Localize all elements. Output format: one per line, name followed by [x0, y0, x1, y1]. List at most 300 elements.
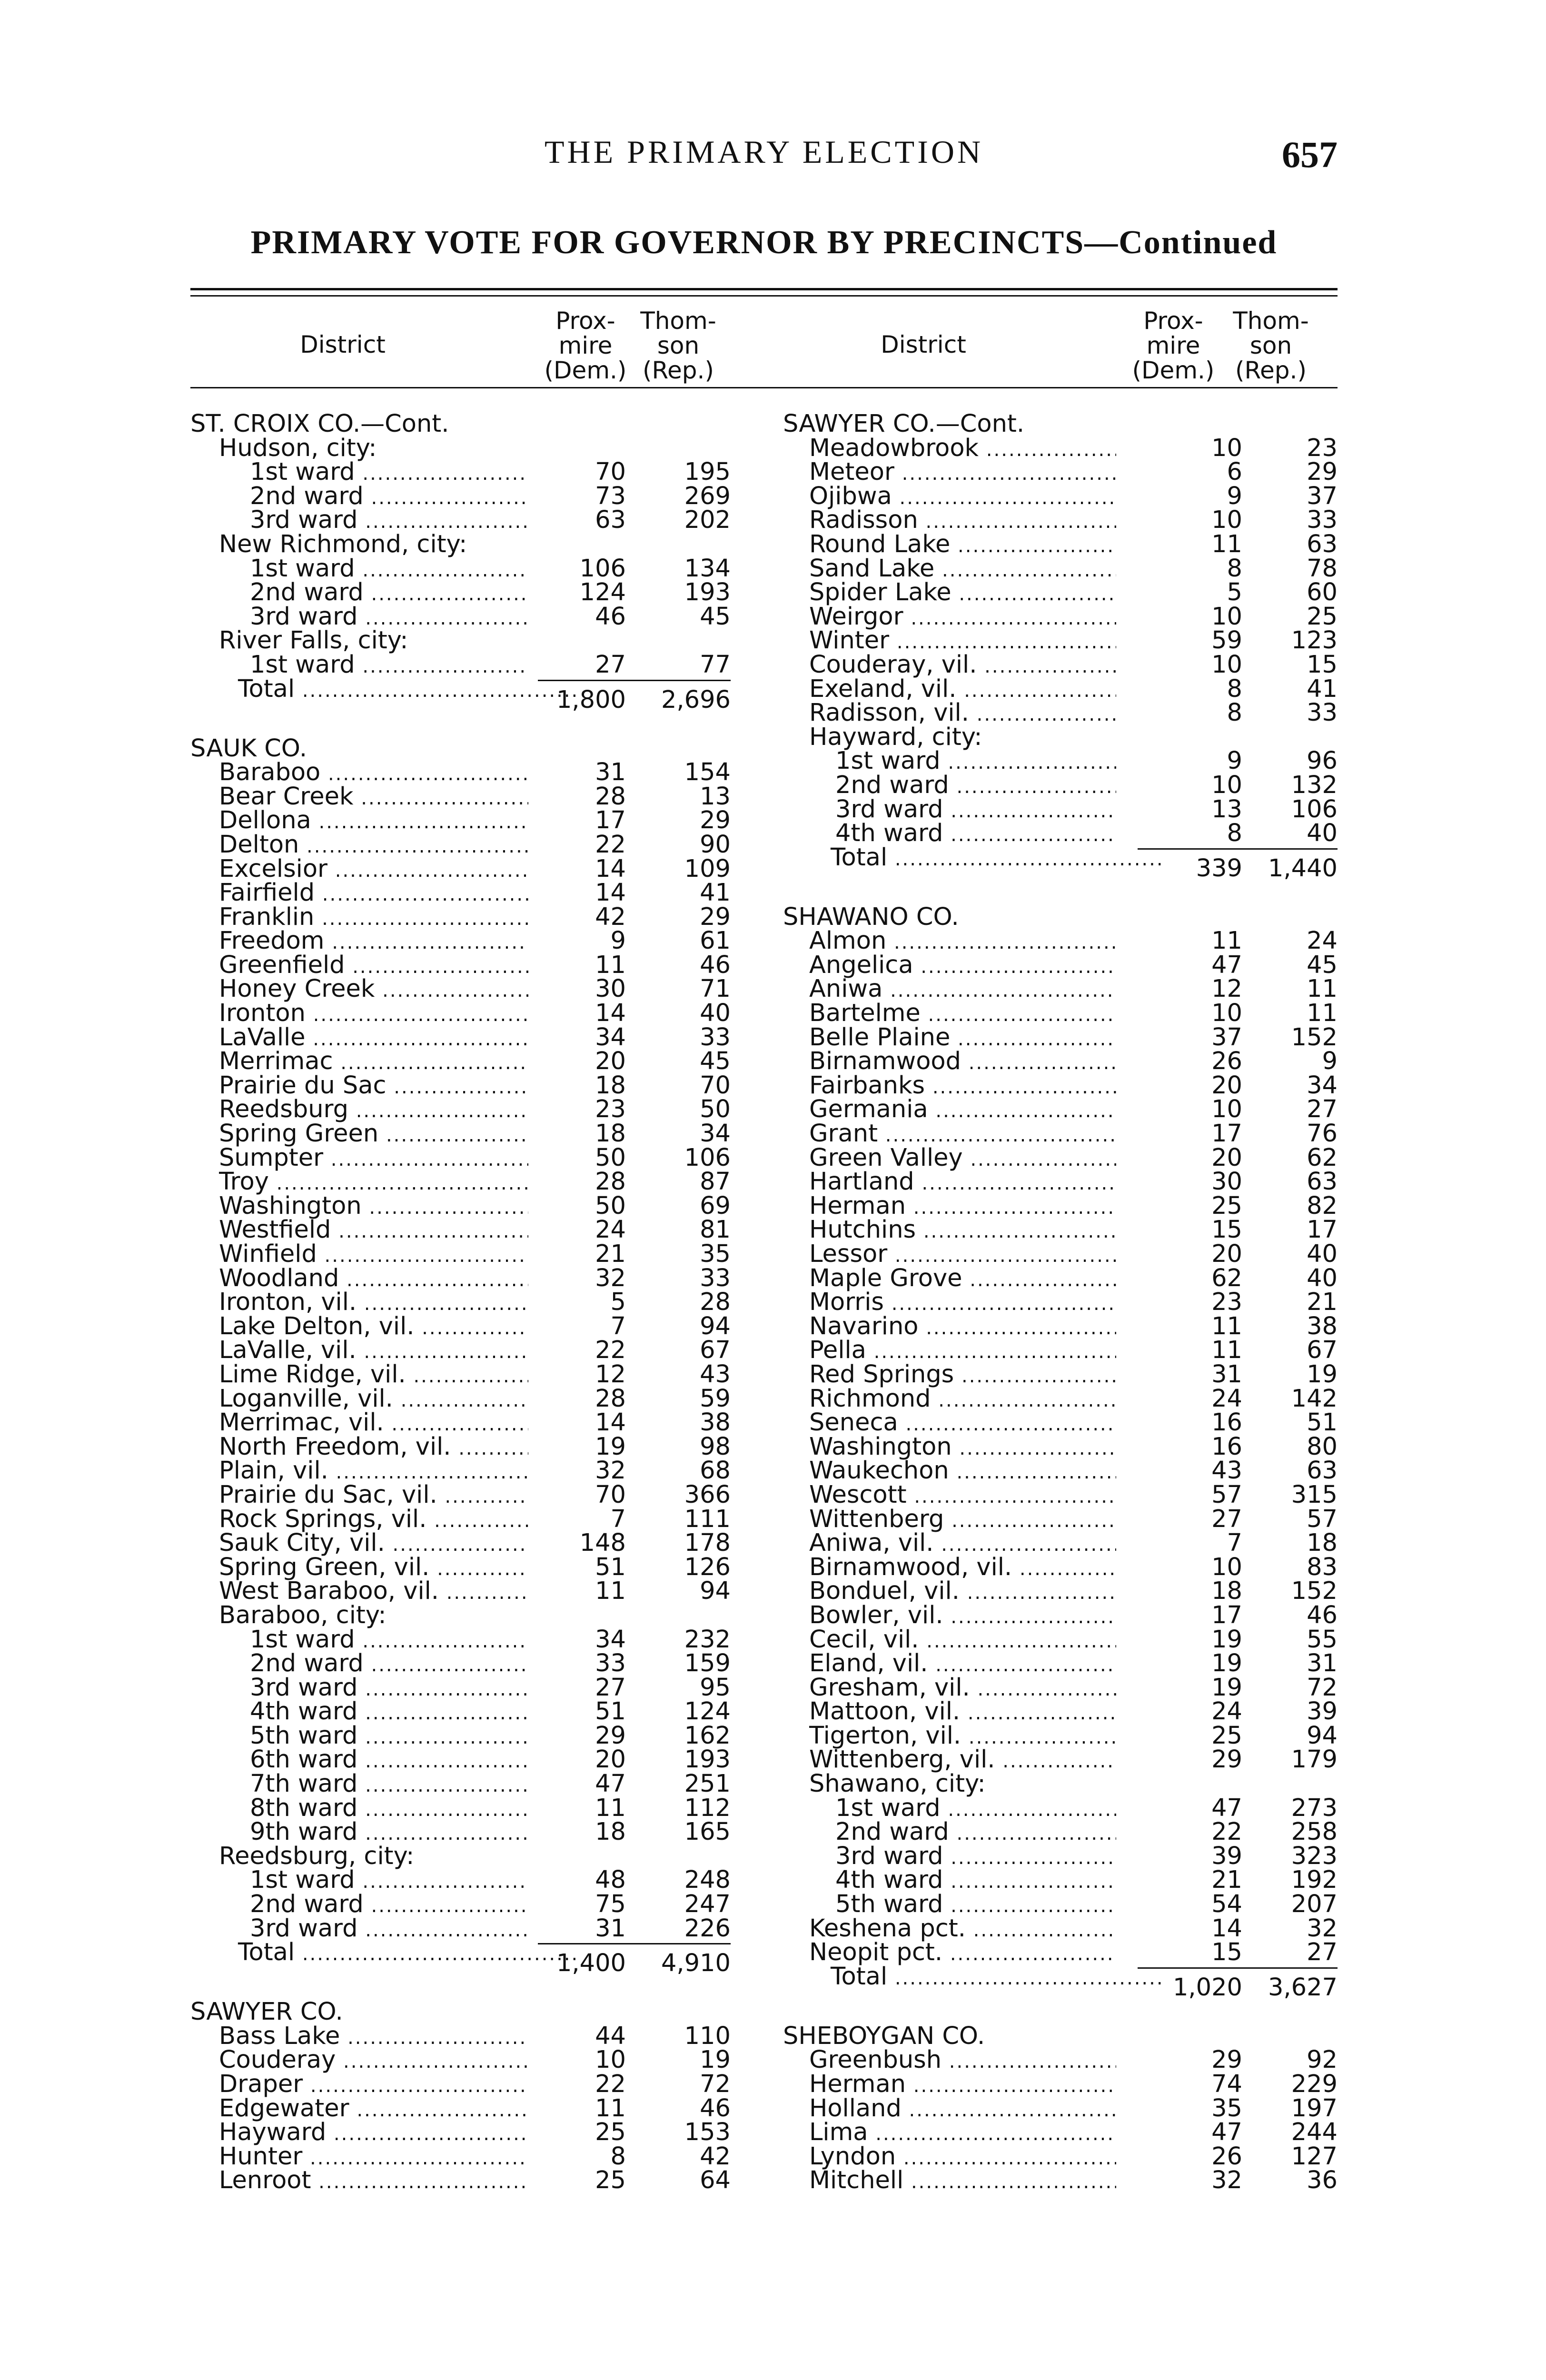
district-name: Sumpter .....: [219, 1146, 528, 1172]
proxmire-votes: 31: [595, 1914, 626, 1943]
thomson-votes: 98: [700, 1432, 731, 1461]
proxmire-votes: 7: [610, 1312, 626, 1340]
district-name: 5th ward .....: [835, 1893, 1116, 1918]
district-name: Fairbanks .....: [809, 1074, 1116, 1100]
proxmire-header-line: mire: [558, 332, 613, 359]
thomson-votes: 29: [700, 902, 731, 931]
proxmire-votes: 24: [1211, 1697, 1242, 1726]
table-row: [190, 1553, 764, 1581]
proxmire-votes: 29: [1211, 2046, 1242, 2074]
thomson-votes: 33: [700, 1264, 731, 1292]
proxmire-votes: 46: [595, 602, 626, 631]
proxmire-votes: 7: [1227, 1529, 1242, 1557]
table-row: [190, 1890, 764, 1919]
thomson-votes: 67: [700, 1336, 731, 1365]
table-row: [783, 819, 1338, 848]
proxmire-votes: 106: [579, 554, 626, 583]
proxmire-votes: 11: [595, 951, 626, 979]
proxmire-votes: 10: [1211, 1095, 1242, 1124]
district-name: Draper .....: [219, 2073, 528, 2098]
thomson-votes: 76: [1307, 1120, 1338, 1148]
thomson-votes: 162: [684, 1721, 731, 1750]
table-row: [190, 482, 764, 510]
thomson-votes: 193: [684, 578, 731, 607]
district-name: 2nd ward .....: [250, 1893, 528, 1918]
district-name: 5th ward .....: [250, 1724, 528, 1750]
proxmire-votes: 10: [1211, 434, 1242, 462]
table-row: [783, 1047, 1338, 1076]
district-name: Bonduel, vil. .....: [809, 1579, 1116, 1605]
district-name: SAUK CO.: [190, 736, 307, 763]
proxmire-votes: 12: [1211, 975, 1242, 1003]
district-name: Total .....: [190, 1941, 576, 1966]
thomson-votes: 315: [1291, 1480, 1338, 1509]
proxmire-votes: 31: [1211, 1360, 1242, 1388]
proxmire-votes: 48: [595, 1866, 626, 1894]
table-row: [783, 2048, 1338, 2073]
thomson-votes: 18: [1307, 1529, 1338, 1557]
thomson-votes: 45: [1307, 951, 1338, 979]
proxmire-votes: 9: [1227, 482, 1242, 510]
thomson-votes: 21: [1307, 1288, 1338, 1317]
table-row: [190, 2166, 764, 2195]
running-title: THE PRIMARY ELECTION: [544, 134, 984, 170]
district-name: West Baraboo, vil. .....: [219, 1579, 528, 1605]
proxmire-votes: 23: [595, 1095, 626, 1124]
table-row: [190, 1290, 764, 1315]
thomson-votes: 50: [700, 1095, 731, 1124]
thomson-votes: 40: [1307, 1264, 1338, 1292]
thomson-votes: 41: [1307, 674, 1338, 703]
table-row: [190, 1408, 764, 1437]
district-name: Lima .....: [809, 2121, 1116, 2146]
proxmire-votes: 18: [595, 1120, 626, 1148]
proxmire-votes: 19: [1211, 1649, 1242, 1678]
proxmire-votes: 32: [1211, 2166, 1242, 2195]
table-row: [190, 1673, 764, 1702]
thomson-votes: 247: [684, 1890, 731, 1919]
district-name: 3rd ward .....: [250, 1676, 528, 1702]
proxmire-votes: 51: [595, 1697, 626, 1726]
thomson-votes: 29: [700, 806, 731, 835]
proxmire-votes: 10: [1211, 506, 1242, 535]
district-name: Franklin .....: [219, 905, 528, 931]
proxmire-votes: 27: [595, 650, 626, 679]
district-name: Edgewater .....: [219, 2097, 528, 2122]
thomson-votes: 38: [1307, 1312, 1338, 1340]
district-name: Winter .....: [809, 629, 1116, 654]
district-name: Neopit pct. .....: [809, 1941, 1116, 1966]
thomson-votes: 72: [1307, 1673, 1338, 1702]
table-row: [190, 929, 764, 953]
thomson-votes: 2,696: [661, 685, 731, 714]
proxmire-votes: 14: [595, 879, 626, 907]
table-row: [190, 1218, 764, 1242]
district-name: Herman .....: [809, 1194, 1116, 1220]
table-row: [783, 1384, 1338, 1413]
district-name: 1st ward .....: [250, 1868, 528, 1894]
district-name: Weirgor .....: [809, 605, 1116, 631]
district-name: Radisson, vil. .....: [809, 701, 1116, 727]
district-name: Exeland, vil. .....: [809, 677, 1116, 703]
proxmire-votes: 34: [595, 1023, 626, 1051]
proxmire-votes: 11: [595, 1794, 626, 1822]
table-row: [190, 1095, 764, 1124]
district-name: 9th ward .....: [250, 1820, 528, 1846]
proxmire-votes: 25: [595, 2118, 626, 2147]
district-name: Seneca .....: [809, 1411, 1116, 1437]
thomson-votes: 323: [1291, 1842, 1338, 1870]
district-name: Lyndon .....: [809, 2145, 1116, 2171]
table-row: [190, 1023, 764, 1051]
thomson-votes: 248: [684, 1866, 731, 1894]
proxmire-votes: 17: [1211, 1120, 1242, 1148]
table-row: [783, 999, 1338, 1028]
district-name: Baraboo .....: [219, 761, 528, 786]
header-rule: [190, 387, 1338, 388]
thomson-votes: 109: [684, 854, 731, 883]
proxmire-votes: 148: [579, 1529, 626, 1557]
proxmire-votes: 9: [1227, 747, 1242, 775]
proxmire-votes: 44: [595, 2022, 626, 2050]
proxmire-votes: 11: [595, 1577, 626, 1606]
thomson-votes: 159: [684, 1649, 731, 1678]
thomson-votes: 132: [1291, 771, 1338, 799]
proxmire-votes: 339: [1196, 854, 1242, 883]
district-name: Angelica .....: [809, 953, 1116, 979]
district-name: Freedom .....: [219, 929, 528, 955]
district-name: 4th ward .....: [250, 1700, 528, 1726]
table-row: [190, 2094, 764, 2122]
table-row: [783, 1649, 1338, 1678]
proxmire-votes: 18: [595, 1818, 626, 1846]
thomson-votes: 195: [684, 458, 731, 486]
proxmire-votes: 43: [1211, 1457, 1242, 1485]
table-row: [783, 1507, 1338, 1532]
thomson-votes: 193: [684, 1745, 731, 1774]
district-name: 3rd ward .....: [250, 605, 528, 631]
district-name: North Freedom, vil. .....: [219, 1435, 528, 1461]
proxmire-votes: 37: [1211, 1023, 1242, 1051]
thomson-votes: 27: [1307, 1938, 1338, 1967]
thomson-votes: 72: [700, 2070, 731, 2098]
thomson-votes: 80: [1307, 1432, 1338, 1461]
thomson-votes: 25: [1307, 602, 1338, 631]
table-row: [190, 602, 764, 631]
thomson-votes: 106: [684, 1143, 731, 1172]
district-name: Bass Lake .....: [219, 2024, 528, 2050]
thomson-votes: 17: [1307, 1216, 1338, 1244]
district-name: Lessor .....: [809, 1242, 1116, 1268]
proxmire-votes: 50: [595, 1143, 626, 1172]
thomson-header-line: Thom-: [640, 307, 716, 335]
district-name: Ironton .....: [219, 1002, 528, 1027]
thomson-votes: 68: [700, 1457, 731, 1485]
district-name: 3rd ward .....: [835, 798, 1116, 823]
proxmire-votes: 47: [1211, 1794, 1242, 1822]
table-row: [783, 1721, 1338, 1750]
thomson-votes: 94: [700, 1312, 731, 1340]
table-row: [783, 1336, 1338, 1365]
district-name: Prairie du Sac .....: [219, 1074, 528, 1100]
thomson-votes: 70: [700, 1071, 731, 1100]
table-row: [190, 1868, 764, 1893]
city-subheading: [783, 725, 1338, 750]
thomson-votes: 46: [700, 2094, 731, 2122]
district-name: Sand Lake .....: [809, 557, 1116, 583]
table-row: [190, 2118, 764, 2147]
district-name: Reedsburg .....: [219, 1098, 528, 1123]
table-row: [783, 1122, 1338, 1146]
district-name: SHAWANO CO.: [783, 905, 959, 931]
table-row: [783, 1820, 1338, 1844]
district-name: 2nd ward .....: [835, 1820, 1116, 1846]
thomson-votes: 62: [1307, 1143, 1338, 1172]
table-row: [783, 749, 1338, 774]
district-name: Meteor .....: [809, 460, 1116, 486]
table-row: [190, 1360, 764, 1388]
city-subheading: [190, 1604, 764, 1628]
proxmire-votes: 28: [595, 782, 626, 811]
thomson-votes: 366: [684, 1480, 731, 1509]
table-row: [783, 1480, 1338, 1509]
thomson-votes: 207: [1291, 1890, 1338, 1919]
column-header-proxmire-right: [1130, 308, 1216, 383]
thomson-votes: 112: [684, 1794, 731, 1822]
district-name: Washington .....: [219, 1194, 528, 1220]
thomson-header-line: (Rep.): [1235, 357, 1307, 384]
proxmire-votes: 29: [595, 1721, 626, 1750]
table-row: [783, 2118, 1338, 2147]
table-row: [783, 1890, 1338, 1919]
district-name: Greenfield .....: [219, 953, 528, 979]
proxmire-votes: 20: [595, 1047, 626, 1076]
table-row: [190, 1625, 764, 1654]
proxmire-votes: 17: [1211, 1601, 1242, 1629]
table-row: [783, 1553, 1338, 1581]
table-row: [783, 578, 1338, 607]
table-row: [783, 1170, 1338, 1194]
table-row: [190, 508, 764, 533]
district-name: 8th ward .....: [250, 1796, 528, 1822]
proxmire-votes: 9: [610, 927, 626, 955]
district-name: 3rd ward .....: [250, 508, 528, 534]
district-name: Hartland .....: [809, 1170, 1116, 1196]
district-name: 3rd ward .....: [250, 1917, 528, 1943]
table-row: [190, 1745, 764, 1774]
thomson-votes: 63: [1307, 1457, 1338, 1485]
table-row: [190, 1796, 764, 1821]
proxmire-votes: 24: [595, 1216, 626, 1244]
table-row: [783, 1071, 1338, 1100]
district-name: Westfield .....: [219, 1218, 528, 1244]
county-heading: [783, 2024, 1338, 2049]
proxmire-header-line: Prox-: [1143, 307, 1203, 335]
proxmire-votes: 10: [1211, 771, 1242, 799]
district-name: Lime Ridge, vil. .....: [219, 1363, 528, 1388]
district-name: Holland .....: [809, 2097, 1116, 2122]
district-name: Ojibwa .....: [809, 485, 1116, 510]
district-name: Shawano, city:: [809, 1772, 986, 1798]
table-row: [190, 1384, 764, 1413]
district-name: SAWYER CO.—Cont.: [783, 412, 1025, 438]
proxmire-votes: 51: [595, 1553, 626, 1581]
thomson-votes: 19: [1307, 1360, 1338, 1388]
proxmire-votes: 13: [1211, 795, 1242, 823]
thomson-votes: 19: [700, 2046, 731, 2074]
left-column-panel: [190, 412, 764, 2193]
proxmire-votes: 14: [595, 854, 626, 883]
thomson-votes: 28: [700, 1288, 731, 1317]
table-row: [190, 1531, 764, 1556]
thomson-votes: 123: [1291, 626, 1338, 655]
proxmire-votes: 18: [595, 1071, 626, 1100]
proxmire-votes: 25: [1211, 1191, 1242, 1220]
district-name: Troy .....: [219, 1170, 528, 1196]
thomson-votes: 36: [1307, 2166, 1338, 2195]
total-row: [190, 677, 764, 714]
table-row: [783, 1143, 1338, 1172]
right-column-panel: [783, 412, 1338, 2193]
district-name: Total .....: [783, 1965, 1164, 1991]
table-row: [783, 554, 1338, 583]
proxmire-votes: 63: [595, 506, 626, 535]
table-row: [783, 674, 1338, 703]
thomson-votes: 124: [684, 1697, 731, 1726]
district-name: 2nd ward .....: [250, 485, 528, 510]
district-name: Grant .....: [809, 1122, 1116, 1148]
thomson-votes: 152: [1291, 1577, 1338, 1606]
total-rule: [538, 680, 731, 681]
proxmire-votes: 39: [1211, 1842, 1242, 1870]
thomson-votes: 46: [700, 951, 731, 979]
thomson-votes: 94: [1307, 1721, 1338, 1750]
table-row: [190, 2142, 764, 2171]
district-name: Green Valley .....: [809, 1146, 1116, 1172]
proxmire-votes: 5: [610, 1288, 626, 1317]
proxmire-votes: 42: [595, 902, 626, 931]
district-name: Excelsior .....: [219, 857, 528, 883]
district-name: Lenroot .....: [219, 2169, 528, 2194]
thomson-votes: 51: [1307, 1408, 1338, 1437]
thomson-votes: 34: [1307, 1071, 1338, 1100]
district-name: Lake Delton, vil. .....: [219, 1315, 528, 1340]
district-name: Dellona .....: [219, 809, 528, 834]
city-subheading: [190, 436, 764, 461]
district-name: 1st ward .....: [835, 749, 1116, 775]
table-row: [190, 758, 764, 787]
thomson-votes: 110: [684, 2022, 731, 2050]
table-row: [783, 1745, 1338, 1774]
proxmire-votes: 15: [1211, 1938, 1242, 1967]
thomson-votes: 46: [1307, 1601, 1338, 1629]
table-row: [783, 1938, 1338, 1967]
proxmire-votes: 33: [595, 1649, 626, 1678]
proxmire-votes: 50: [595, 1191, 626, 1220]
table-row: [783, 1844, 1338, 1869]
district-name: Aniwa, vil. .....: [809, 1531, 1116, 1557]
proxmire-votes: 10: [1211, 650, 1242, 679]
table-row: [190, 953, 764, 978]
proxmire-votes: 28: [595, 1168, 626, 1196]
proxmire-votes: 7: [610, 1505, 626, 1533]
proxmire-votes: 14: [595, 1408, 626, 1437]
table-row: [783, 2166, 1338, 2195]
proxmire-votes: 19: [1211, 1625, 1242, 1654]
proxmire-votes: 23: [1211, 1288, 1242, 1317]
table-row: [190, 1432, 764, 1461]
thomson-votes: 40: [1307, 819, 1338, 848]
table-row: [783, 530, 1338, 558]
proxmire-votes: 19: [1211, 1673, 1242, 1702]
table-row: [783, 953, 1338, 978]
table-row: [783, 1095, 1338, 1124]
proxmire-votes: 20: [595, 1745, 626, 1774]
thomson-votes: 77: [700, 650, 731, 679]
district-name: Fairfield .....: [219, 881, 528, 907]
thomson-votes: 81: [700, 1216, 731, 1244]
district-name: LaValle, vil. .....: [219, 1339, 528, 1364]
column-header-thomson-left: [635, 308, 721, 383]
proxmire-votes: 14: [595, 999, 626, 1028]
district-name: Pella .....: [809, 1339, 1116, 1364]
district-name: 7th ward .....: [250, 1772, 528, 1798]
thomson-votes: 33: [700, 1023, 731, 1051]
district-name: Waukechon .....: [809, 1459, 1116, 1485]
district-name: Couderay .....: [219, 2048, 528, 2074]
proxmire-votes: 20: [1211, 1143, 1242, 1172]
table-row: [190, 578, 764, 607]
thomson-votes: 40: [1307, 1240, 1338, 1268]
district-name: Tigerton, vil. .....: [809, 1724, 1116, 1750]
thomson-votes: 11: [1307, 999, 1338, 1028]
total-rule: [1138, 848, 1338, 850]
thomson-votes: 152: [1291, 1023, 1338, 1051]
table-row: [783, 1023, 1338, 1051]
district-name: Wescott .....: [809, 1483, 1116, 1509]
city-subheading: [190, 1844, 764, 1869]
table-row: [190, 1649, 764, 1678]
district-name: Loganville, vil. .....: [219, 1387, 528, 1413]
proxmire-votes: 6: [1227, 458, 1242, 486]
thomson-votes: 29: [1307, 458, 1338, 486]
thomson-votes: 82: [1307, 1191, 1338, 1220]
district-name: 1st ward .....: [250, 460, 528, 486]
proxmire-votes: 12: [595, 1360, 626, 1388]
thomson-votes: 202: [684, 506, 731, 535]
district-name: Sauk City, vil. .....: [219, 1531, 528, 1557]
proxmire-votes: 26: [1211, 1047, 1242, 1076]
total-rule: [1138, 1967, 1338, 1969]
table-row: [783, 1218, 1338, 1242]
table-row: [190, 1820, 764, 1844]
proxmire-votes: 25: [1211, 1721, 1242, 1750]
table-row: [783, 1242, 1338, 1267]
thomson-votes: 23: [1307, 434, 1338, 462]
district-name: Ironton, vil. .....: [219, 1290, 528, 1316]
thomson-votes: 154: [684, 758, 731, 787]
thomson-votes: 33: [1307, 506, 1338, 535]
proxmire-votes: 30: [1211, 1168, 1242, 1196]
thomson-votes: 95: [700, 1673, 731, 1702]
district-name: 2nd ward .....: [250, 1652, 528, 1677]
table-row: [783, 795, 1338, 823]
proxmire-votes: 14: [1211, 1914, 1242, 1943]
district-name: Couderay, vil. .....: [809, 653, 1116, 679]
proxmire-votes: 11: [1211, 927, 1242, 955]
thomson-votes: 165: [684, 1818, 731, 1846]
district-name: Birnamwood .....: [809, 1050, 1116, 1075]
